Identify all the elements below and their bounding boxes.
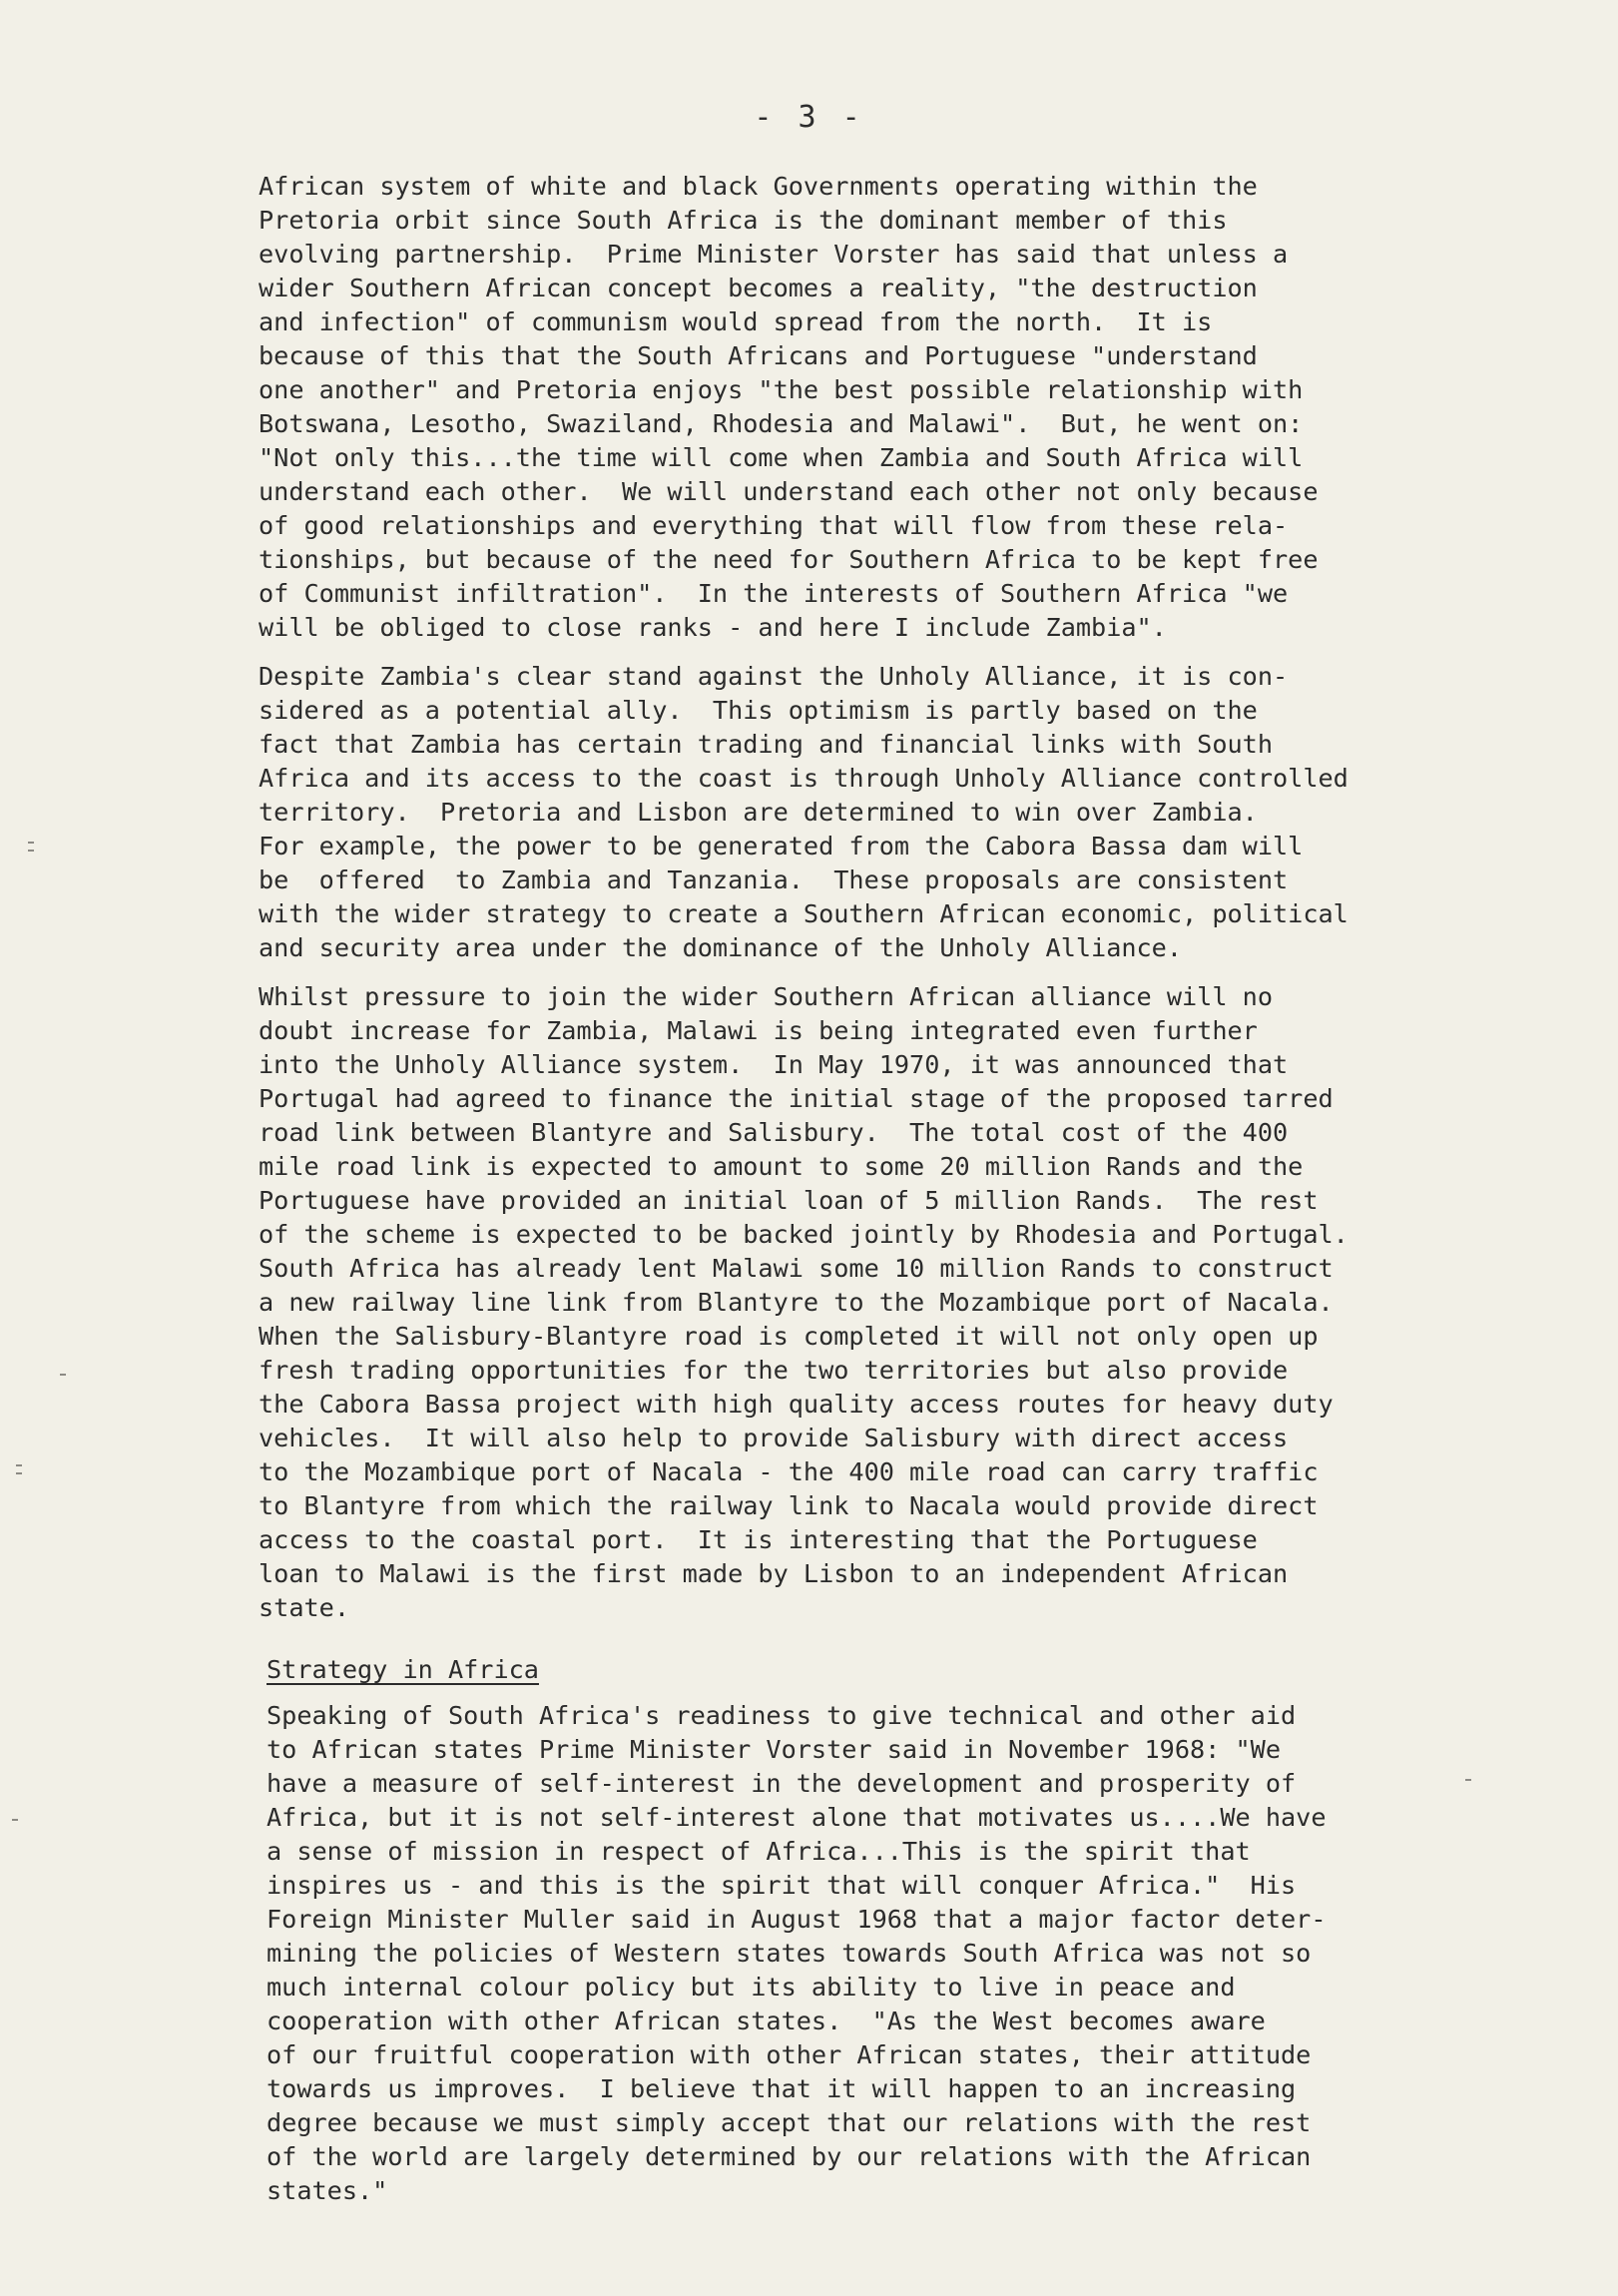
body-text <box>259 170 1466 2223</box>
text-line: vehicles. It will also help to provide Salisbury with direct access <box>259 1424 1289 1452</box>
text-line: mining the policies of Western states towards South Africa was not so <box>267 1939 1312 1968</box>
text-line: doubt increase for Zambia, Malawi is being integrated even further <box>259 1016 1258 1045</box>
text-line: of the world are largely determined by our relations with the African <box>267 2142 1312 2171</box>
text-line: and security area under the dominance of the Unholy Alliance. <box>259 933 1183 962</box>
paragraph <box>259 980 1466 1625</box>
text-line: Africa, but it is not self-interest alone that motivates us....We have <box>267 1803 1327 1832</box>
text-line: a sense of mission in respect of Africa...This is the spirit that <box>267 1837 1251 1866</box>
text-line: Foreign Minister Muller said in August 1968 that a major factor deter- <box>267 1905 1327 1934</box>
text-line: inspires us - and this is the spirit that will conquer Africa." His <box>267 1871 1297 1900</box>
text-line: into the Unholy Alliance system. In May 1970, it was announced that <box>259 1050 1289 1079</box>
text-line: Portuguese have provided an initial loan of 5 million Rands. The rest <box>259 1186 1319 1215</box>
text-line: because of this that the South Africans and Portuguese "understand <box>259 341 1258 370</box>
text-line: Africa and its access to the coast is through Unholy Alliance controlled <box>259 764 1348 793</box>
text-line: of our fruitful cooperation with other African states, their attitude <box>267 2040 1312 2069</box>
text-line: state. <box>259 1593 349 1622</box>
paragraph <box>267 1699 1466 2208</box>
text-line: have a measure of self-interest in the development and prosperity of <box>267 1769 1297 1798</box>
text-line: tionships, but because of the need for Southern Africa to be kept free <box>259 545 1319 574</box>
text-line: Portugal had agreed to finance the initial stage of the proposed tarred <box>259 1084 1334 1113</box>
text-line: of the scheme is expected to be backed jointly by Rhodesia and Portugal. <box>259 1220 1348 1249</box>
margin-mark <box>12 1819 18 1821</box>
text-line: states." <box>267 2176 388 2205</box>
text-line: South Africa has already lent Malawi some 10 million Rands to construct <box>259 1254 1334 1283</box>
text-line: and infection" of communism would spread from the north. It is <box>259 307 1213 336</box>
text-line: For example, the power to be generated from the Cabora Bassa dam will <box>259 832 1304 861</box>
text-line: loan to Malawi is the first made by Lisbon to an independent African <box>259 1559 1289 1588</box>
text-line: evolving partnership. Prime Minister Vorster has said that unless a <box>259 240 1289 269</box>
text-line: of Communist infiltration". In the interests of Southern Africa "we <box>259 579 1289 608</box>
margin-mark <box>60 1374 66 1376</box>
text-line: fact that Zambia has certain trading and financial links with South <box>259 730 1273 759</box>
text-line: fresh trading opportunities for the two territories but also provide <box>259 1356 1289 1385</box>
text-line: Speaking of South Africa's readiness to give technical and other aid <box>267 1701 1297 1730</box>
text-line: be offered to Zambia and Tanzania. These proposals are consistent <box>259 865 1289 894</box>
text-line: "Not only this...the time will come when Zambia and South Africa will <box>259 443 1304 472</box>
text-line: road link between Blantyre and Salisbury. The total cost of the 400 <box>259 1118 1289 1147</box>
text-line: sidered as a potential ally. This optimism is partly based on the <box>259 696 1258 725</box>
text-line: mile road link is expected to amount to some 20 million Rands and the <box>259 1152 1304 1181</box>
margin-mark <box>16 1464 22 1466</box>
margin-mark <box>28 842 34 844</box>
text-line: to African states Prime Minister Vorster said in November 1968: "We <box>267 1735 1281 1764</box>
text-line: to the Mozambique port of Nacala - the 400 mile road can carry traffic <box>259 1457 1319 1486</box>
paragraph <box>259 170 1466 645</box>
text-line: access to the coastal port. It is interesting that the Portuguese <box>259 1525 1258 1554</box>
text-line: Despite Zambia's clear stand against the Unholy Alliance, it is con- <box>259 662 1289 691</box>
text-line: Pretoria orbit since South Africa is the dominant member of this <box>259 206 1228 235</box>
text-line: Whilst pressure to join the wider Southern African alliance will no <box>259 982 1273 1011</box>
text-line: Botswana, Lesotho, Swaziland, Rhodesia and Malawi". But, he went on: <box>259 409 1304 438</box>
text-line: wider Southern African concept becomes a reality, "the destruction <box>259 274 1258 302</box>
text-line: towards us improves. I believe that it will happen to an increasing <box>267 2074 1297 2103</box>
text-line: African system of white and black Governments operating within the <box>259 172 1258 201</box>
text-line: territory. Pretoria and Lisbon are determined to win over Zambia. <box>259 798 1258 827</box>
text-line: degree because we must simply accept that our relations with the rest <box>267 2108 1312 2137</box>
margin-mark <box>28 850 34 852</box>
section-heading: Strategy in Africa <box>267 1655 539 1684</box>
text-line: much internal colour policy but its ability to live in peace and <box>267 1973 1236 2002</box>
text-line: to Blantyre from which the railway link to Nacala would provide direct <box>259 1491 1319 1520</box>
paragraph <box>259 660 1466 965</box>
text-line: with the wider strategy to create a Southern African economic, political <box>259 899 1348 928</box>
text-line: of good relationships and everything that will flow from these rela- <box>259 511 1289 540</box>
margin-mark <box>16 1472 22 1474</box>
text-line: understand each other. We will understand each other not only because <box>259 477 1319 506</box>
text-line: will be obliged to close ranks - and here I include Zambia". <box>259 613 1167 642</box>
text-line: When the Salisbury-Blantyre road is completed it will not only open up <box>259 1322 1319 1351</box>
text-line: one another" and Pretoria enjoys "the best possible relationship with <box>259 375 1304 404</box>
text-line: cooperation with other African states. "As the West becomes aware <box>267 2007 1266 2035</box>
text-line: a new railway line link from Blantyre to the Mozambique port of Nacala. <box>259 1288 1334 1317</box>
text-line: the Cabora Bassa project with high quality access routes for heavy duty <box>259 1390 1334 1419</box>
page-number: - 3 - <box>754 100 864 135</box>
